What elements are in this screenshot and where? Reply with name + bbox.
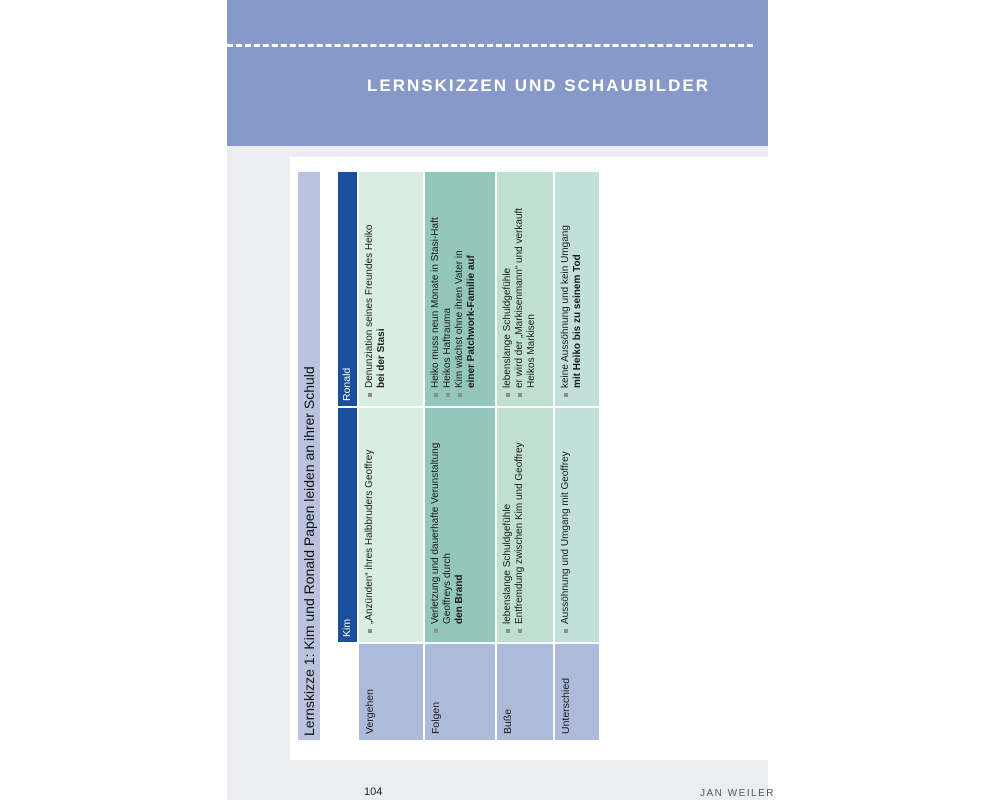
figure-title: Lernskizze 1: Kim und Ronald Papen leiden an ihrer Schuld [301,366,317,736]
figure-title-bar [298,172,320,740]
table-cell [359,408,423,642]
list-item: Denunziation seines Freundes Heiko bei der Stasi [364,176,388,398]
list-item: „Anzünden“ ihres Halbbruders Geoffrey [364,412,376,634]
emphasis-text: den Brand [454,574,465,624]
table-cell [497,172,553,406]
author-name: JAN WEILER [700,788,776,799]
emphasis-text: einer Patchwork-Familie auf [466,255,477,388]
list-item: Aussöhnung und Umgang mit Geoffrey [560,412,572,634]
list-item: er wird der „Markisenmann“ und verkauft Heikos Markisen [514,176,538,398]
list-item: lebenslange Schuldgefühle [502,176,514,398]
page-number: 104 [364,786,383,798]
dashed-divider [227,44,753,47]
list-item: keine Aussöhnung und kein Umgang mit Heiko bis zu seinem Tod [560,176,584,398]
list-item: Verletzung und dauerhafte Verunstaltung Geoffreys durch den Brand [430,412,466,634]
table-corner [338,644,357,740]
table-cell [555,172,599,406]
column-header-ronald: Ronald [338,172,357,406]
list-item: Heikos Haftrauma [442,176,454,398]
row-label-folgen: Folgen [425,644,495,740]
header-band [227,0,768,146]
table-cell [555,408,599,642]
list-item: lebenslange Schuldgefühle [502,412,514,634]
summary-table [338,172,599,740]
emphasis-text: mit Heiko bis zu seinem Tod [572,254,583,388]
table-cell [425,408,495,642]
table-cell [425,172,495,406]
row-label-unterschied: Unterschied [555,644,599,740]
emphasis-text: bei der Stasi [376,328,387,388]
list-item: Heiko muss neun Monate in Stasi-Haft [430,176,442,398]
row-label-busse: Buße [497,644,553,740]
section-title: LERNSKIZZEN UND SCHAUBILDER [367,76,710,95]
list-item: Entfremdung zwischen Kim und Geoffrey [514,412,526,634]
rotated-figure [298,172,583,740]
list-item: Kim wächst ohne ihren Vater in einer Patchwork-Familie auf [454,176,478,398]
column-header-kim: Kim [338,408,357,642]
row-label-vergehen: Vergehen [359,644,423,740]
table-cell [497,408,553,642]
table-cell [359,172,423,406]
